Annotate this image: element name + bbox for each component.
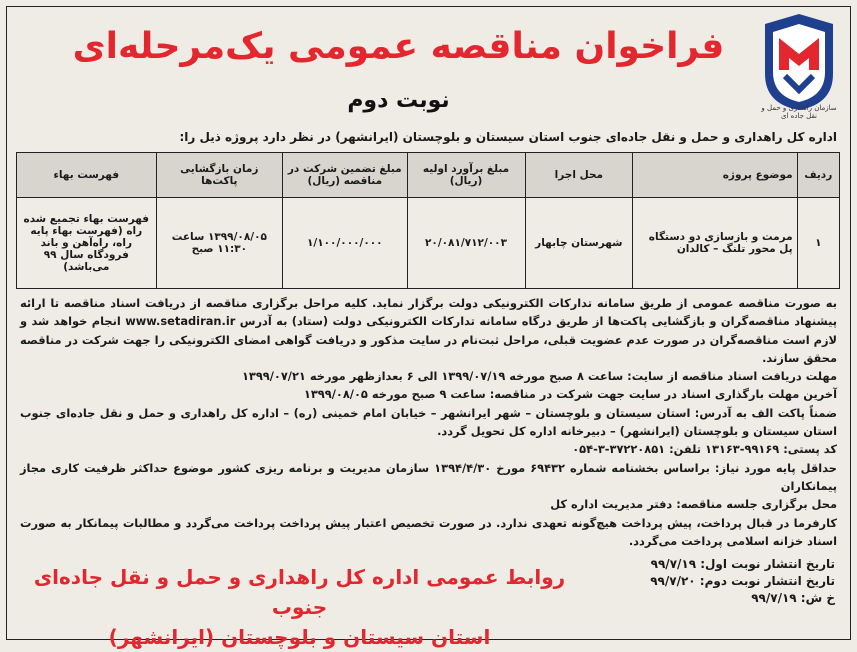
cell-opening: ۱۳۹۹/۰۸/۰۵ ساعت ۱۱:۳۰ صبح xyxy=(156,198,282,289)
header-place: محل اجرا xyxy=(525,153,633,198)
pr-line-2: استان سیستان و بلوچستان (ایرانشهر) xyxy=(108,625,491,649)
pr-line-1: روابط عمومی اداره کل راهداری و حمل و نقل جاده‌ای جنوب xyxy=(33,565,566,619)
header-price-list: فهرست بهاء xyxy=(17,153,157,198)
date-second: تاریخ انتشار نوبت دوم: ۹۹/۷/۲۰ xyxy=(650,574,835,588)
header-opening: زمان بازگشایی پاکت‌ها xyxy=(156,153,282,198)
cell-place: شهرستان چابهار xyxy=(525,198,633,289)
ad-code: خ ش: ۹۹/۷/۱۹ xyxy=(751,591,835,605)
body-text xyxy=(20,294,837,550)
page-subtitle: نوبت دوم xyxy=(347,88,450,113)
publication-dates xyxy=(595,556,835,607)
body-paragraph-3: آخرین مهلت بارگذاری اسناد در سایت جهت شرکت در مناقصه: ساعت ۹ صبح مورخه ۱۳۹۹/۰۸/۰۵ xyxy=(303,387,837,402)
header-guarantee: مبلغ تضمین شرکت در مناقصه (ریال) xyxy=(283,153,408,198)
body-paragraph-4: ضمناً پاکت الف به آدرس: استان سیستان و بلوچستان – شهر ایرانشهر – خیابان امام خمینی (ره) – اداره کل راهداری و حمل و نقل جاده‌ای جنوب استان سیستان و بلوچستان (ایرانشهر) – دبیرخانه اداره کل تحویل گردد. xyxy=(20,405,837,439)
road-ministry-logo-icon xyxy=(755,14,843,112)
cell-estimate: ۲۰/۰۸۱/۷۱۲/۰۰۳ xyxy=(407,198,525,289)
logo-caption: سازمان راهداری و حمل و نقل جاده ای xyxy=(761,104,837,120)
cell-subject: مرمت و بازسازی دو دستگاه پل محور تلنگ – کالدان xyxy=(633,198,797,289)
body-paragraph-7: محل برگزاری جلسه مناقصه: دفتر مدیریت اداره کل xyxy=(550,497,837,512)
cell-guarantee: ۱/۱۰۰/۰۰۰/۰۰۰ xyxy=(283,198,408,289)
table-row xyxy=(17,198,840,289)
body-paragraph-6: حداقل پایه مورد نیاز: براساس بخشنامه شماره ۶۹۴۳۲ مورخ ۱۳۹۴/۴/۳۰ سازمان مدیریت و برنامه ریزی کشور موضوع حداکثر ظرفیت کاری مجاز پیمانکاران xyxy=(20,460,837,493)
public-relations-signature xyxy=(22,562,577,652)
intro-text: اداره کل راهداری و حمل و نقل جاده‌ای جنوب استان سیستان و بلوچستان (ایرانشهر) در نظر دارد پروژه ذیل را: xyxy=(179,130,837,144)
body-paragraph-2: مهلت دریافت اسناد مناقصه از سایت: ساعت ۸ صبح مورخه ۱۳۹۹/۰۷/۱۹ الی ۶ بعدازظهر مورخه ۱۳۹۹/۰۷/۲۱ xyxy=(241,369,837,384)
body-paragraph-8: کارفرما در قبال پرداخت، پیش پرداخت هیچ‌گونه تعهدی ندارد. در صورت تخصیص اعتبار پیش پرداخت پرداخت می‌گردد و مطالبات پیمانکار به صورت اسناد خزانه اسلامی پرداخت می‌گردد. xyxy=(20,515,837,548)
header-row-number: ردیف xyxy=(797,153,839,198)
body-paragraph-1: به صورت مناقصه عمومی از طریق سامانه تدارکات الکترونیکی دولت برگزار نماید. کلیه مراحل برگزاری مناقصه از دریافت اسناد مناقصه تا ارائه پیشنهاد مناقصه‌گران و بازگشایی پاکت‌ها از طریق درگاه سامانه تدارکات الکترونیکی دولت (ستاد) به آدرس www.setadiran.ir انجام خواهد شد و لازم است مناقصه‌گران در صورت عدم عضویت قبلی، مراحل ثبت‌نام در سایت مذکور و دریافت گواهی امضای الکترونیکی را جهت شرکت در مناقصه محقق سازند. xyxy=(20,296,837,365)
cell-price-list: فهرست بهاء تجمیع شده راه (فهرست بهاء پایه راه، راه‌آهن و باند فرودگاه سال ۹۹ می‌باشد) xyxy=(17,198,157,289)
date-first: تاریخ انتشار نوبت اول: ۹۹/۷/۱۹ xyxy=(650,557,835,571)
cell-row-number: ۱ xyxy=(797,198,839,289)
header-subject: موضوع پروژه xyxy=(633,153,797,198)
table-header-row xyxy=(17,153,840,198)
page-title: فراخوان مناقصه عمومی یک‌مرحله‌ای xyxy=(72,26,725,67)
project-table xyxy=(16,152,840,289)
header-estimate: مبلغ برآورد اولیه (ریال) xyxy=(407,153,525,198)
body-paragraph-5: کد پستی: ۹۹۱۶۹-۱۳۱۶۳ تلفن: ۳۷۲۲۰۸۵۱-۳-۰۵۴ xyxy=(572,442,837,457)
